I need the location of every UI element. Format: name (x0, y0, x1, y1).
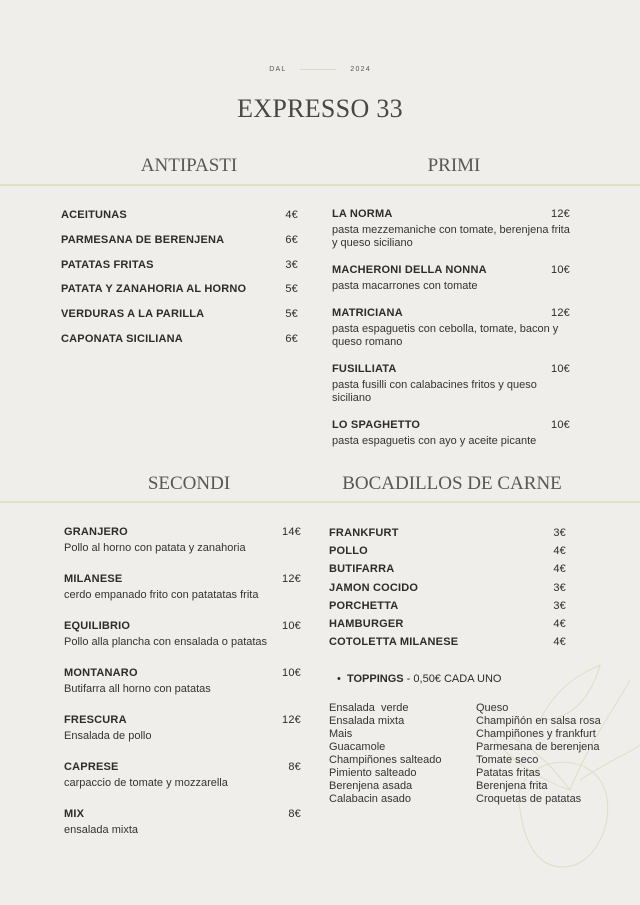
menu-item-row (329, 527, 566, 545)
menu-item-name: LA NORMA (332, 208, 393, 220)
menu-item-price: 5€ (285, 308, 298, 321)
menu-item-row (332, 363, 570, 375)
menu-item-name: POLLO (329, 545, 368, 558)
menu-item (64, 761, 301, 794)
section-heading-antipasti: ANTIPASTI (140, 155, 238, 176)
menu-item-description: Ensalada de pollo (64, 730, 152, 742)
menu-item-name: CAPRESE (64, 761, 119, 773)
topping-item: Berenjena frita (476, 780, 548, 792)
topping-item: Queso (476, 702, 509, 714)
since-line (0, 66, 640, 73)
section-rule (0, 501, 640, 503)
topping-item: Berenjena asada (329, 780, 413, 792)
menu-item-price: 4€ (553, 636, 566, 649)
menu-item-row (329, 618, 566, 636)
restaurant-title: EXPRESSO 33 (237, 94, 403, 123)
bocadillos-list (329, 527, 566, 654)
bullet-icon: • (337, 673, 347, 685)
menu-item-name: PORCHETTA (329, 599, 399, 612)
menu-item-row (329, 636, 566, 654)
menu-item-row (332, 307, 570, 319)
menu-item-name: CAPONATA SICILIANA (61, 332, 183, 345)
menu-item-name: MIX (64, 808, 85, 820)
menu-item-price: 6€ (285, 332, 298, 345)
menu-item (64, 573, 301, 606)
menu-item-price: 10€ (551, 419, 570, 431)
topping-item: Ensalada verde (329, 702, 409, 714)
menu-item-price: 10€ (282, 620, 301, 632)
section-heading-secondi: SECONDI (147, 473, 231, 494)
menu-item-description: pasta macarrones con tomate (332, 280, 478, 292)
menu-item-price: 4€ (553, 617, 566, 630)
menu-item-name: JAMON COCIDO (329, 581, 419, 594)
menu-item-description: carpaccio de tomate y mozzarella (64, 777, 228, 789)
menu-item-row (64, 620, 301, 632)
menu-item-name: BUTIFARRA (329, 563, 395, 576)
menu-item (64, 714, 301, 747)
menu-item-price: 4€ (553, 545, 566, 558)
menu-item-name: MATRICIANA (332, 307, 403, 319)
menu-item-name: MONTANARO (64, 667, 138, 679)
menu-item-name: PARMESANA DE BERENJENA (61, 233, 225, 246)
toppings-price: - 0,50€ CADA UNO (403, 673, 502, 685)
menu-item-row (64, 761, 301, 773)
menu-item-name: ACEITUNAS (61, 209, 127, 221)
menu-item-row (61, 208, 298, 233)
menu-item-row (61, 258, 298, 283)
menu-item-description: ensalada mixta (64, 824, 138, 836)
menu-item-description: cerdo empanado frito con patatatas frita (64, 589, 259, 601)
topping-item: Parmesana de berenjena (476, 741, 600, 753)
menu-item-row (329, 582, 566, 600)
toppings-heading (337, 673, 501, 685)
menu-item-price: 4€ (285, 209, 298, 221)
menu-item-price: 8€ (288, 808, 301, 820)
menu-item (64, 667, 301, 700)
menu-item-price: 3€ (553, 527, 566, 539)
menu-item (332, 363, 570, 405)
menu-item-name: EQUILIBRIO (64, 620, 131, 632)
menu-item-row (64, 808, 301, 820)
section-rule (0, 184, 640, 186)
menu-item-price: 12€ (282, 573, 301, 585)
menu-item-name: PATATA Y ZANAHORIA AL HORNO (61, 283, 247, 296)
topping-item: Guacamole (329, 741, 386, 753)
menu-item-row (64, 526, 301, 538)
menu-item (64, 526, 301, 559)
menu-item-row (64, 714, 301, 726)
antipasti-list (61, 208, 298, 357)
menu-item-row (329, 563, 566, 581)
topping-item: Croquetas de patatas (476, 793, 582, 805)
menu-item (64, 620, 301, 653)
primi-list (332, 208, 570, 462)
menu-item-price: 10€ (551, 363, 570, 375)
section-heading-primi: PRIMI (427, 155, 481, 176)
menu-item-name: VERDURAS A LA PARILLA (61, 308, 205, 321)
menu-item-name: FRESCURA (64, 714, 127, 726)
menu-item (64, 808, 301, 841)
divider (300, 69, 336, 70)
topping-item: Pimiento salteado (329, 767, 417, 779)
menu-item-description: pasta fusilli con calabacines fritos y queso siciliano (332, 379, 537, 404)
menu-item-price: 3€ (285, 258, 298, 271)
topping-item: Champiñón en salsa rosa (476, 715, 601, 727)
menu-item-price: 14€ (282, 526, 301, 538)
menu-item-description: Pollo alla plancha con ensalada o patatas (64, 636, 268, 648)
menu-item-row (61, 282, 298, 307)
menu-item-name: PATATAS FRITAS (61, 258, 154, 271)
secondi-list (64, 526, 301, 855)
menu-item-row (332, 419, 570, 431)
menu-item (332, 307, 570, 349)
menu-item-name: MILANESE (64, 573, 123, 585)
menu-item-row (329, 545, 566, 563)
topping-item: Calabacin asado (329, 793, 411, 805)
menu-item-price: 6€ (285, 233, 298, 246)
menu-item-price: 12€ (551, 307, 570, 319)
topping-item: Champiñones y frankfurt (476, 728, 596, 740)
menu-item (332, 264, 570, 293)
menu-item-price: 8€ (288, 761, 301, 773)
menu-item-price: 12€ (551, 208, 570, 220)
menu-item-row (61, 332, 298, 357)
menu-item-name: FRANKFURT (329, 527, 399, 539)
menu-item-name: HAMBURGER (329, 617, 404, 630)
menu-item-price: 4€ (553, 563, 566, 576)
since-year: 2024 (350, 66, 371, 73)
menu-item-price: 12€ (282, 714, 301, 726)
since-label: DAL (269, 66, 287, 73)
menu-item-description: pasta espaguetis con ayo y aceite picante (332, 435, 537, 447)
menu-item-name: LO SPAGHETTO (332, 419, 421, 431)
topping-item: Champiñones salteado (329, 754, 442, 766)
menu-item-row (332, 264, 570, 276)
menu-item-description: pasta espaguetis con cebolla, tomate, bacon y queso romano (332, 323, 559, 348)
topping-item: Ensalada mixta (329, 715, 405, 727)
menu-item-price: 10€ (551, 264, 570, 276)
menu-item-description: Butifarra all horno con patatas (64, 683, 211, 695)
menu-item-price: 3€ (553, 581, 566, 594)
menu-item-row (329, 600, 566, 618)
menu-item-description: Pollo al horno con patata y zanahoria (64, 542, 246, 554)
menu-item-name: COTOLETTA MILANESE (329, 636, 459, 649)
menu-item-price: 5€ (285, 283, 298, 296)
menu-item-name: GRANJERO (64, 526, 128, 538)
section-heading-bocadillos: BOCADILLOS DE CARNE (342, 473, 562, 494)
toppings-list (329, 702, 601, 806)
menu-item (332, 208, 570, 250)
topping-item: Tomate seco (476, 754, 539, 766)
toppings-label: TOPPINGS (346, 673, 404, 685)
topping-item: Mais (329, 728, 353, 740)
topping-item: Patatas fritas (476, 767, 541, 779)
menu-item-name: FUSILLIATA (332, 363, 397, 375)
menu-item-row (64, 667, 301, 679)
menu-item-name: MACHERONI DELLA NONNA (332, 264, 487, 276)
menu-item-row (61, 233, 298, 258)
menu-item-row (64, 573, 301, 585)
menu-item-price: 3€ (553, 599, 566, 612)
menu-item-row (332, 208, 570, 220)
menu-item-row (61, 307, 298, 332)
menu-item (332, 419, 570, 448)
menu-item-description: pasta mezzemaniche con tomate, berenjena frita y queso siciliano (332, 224, 570, 249)
menu-item-price: 10€ (282, 667, 301, 679)
